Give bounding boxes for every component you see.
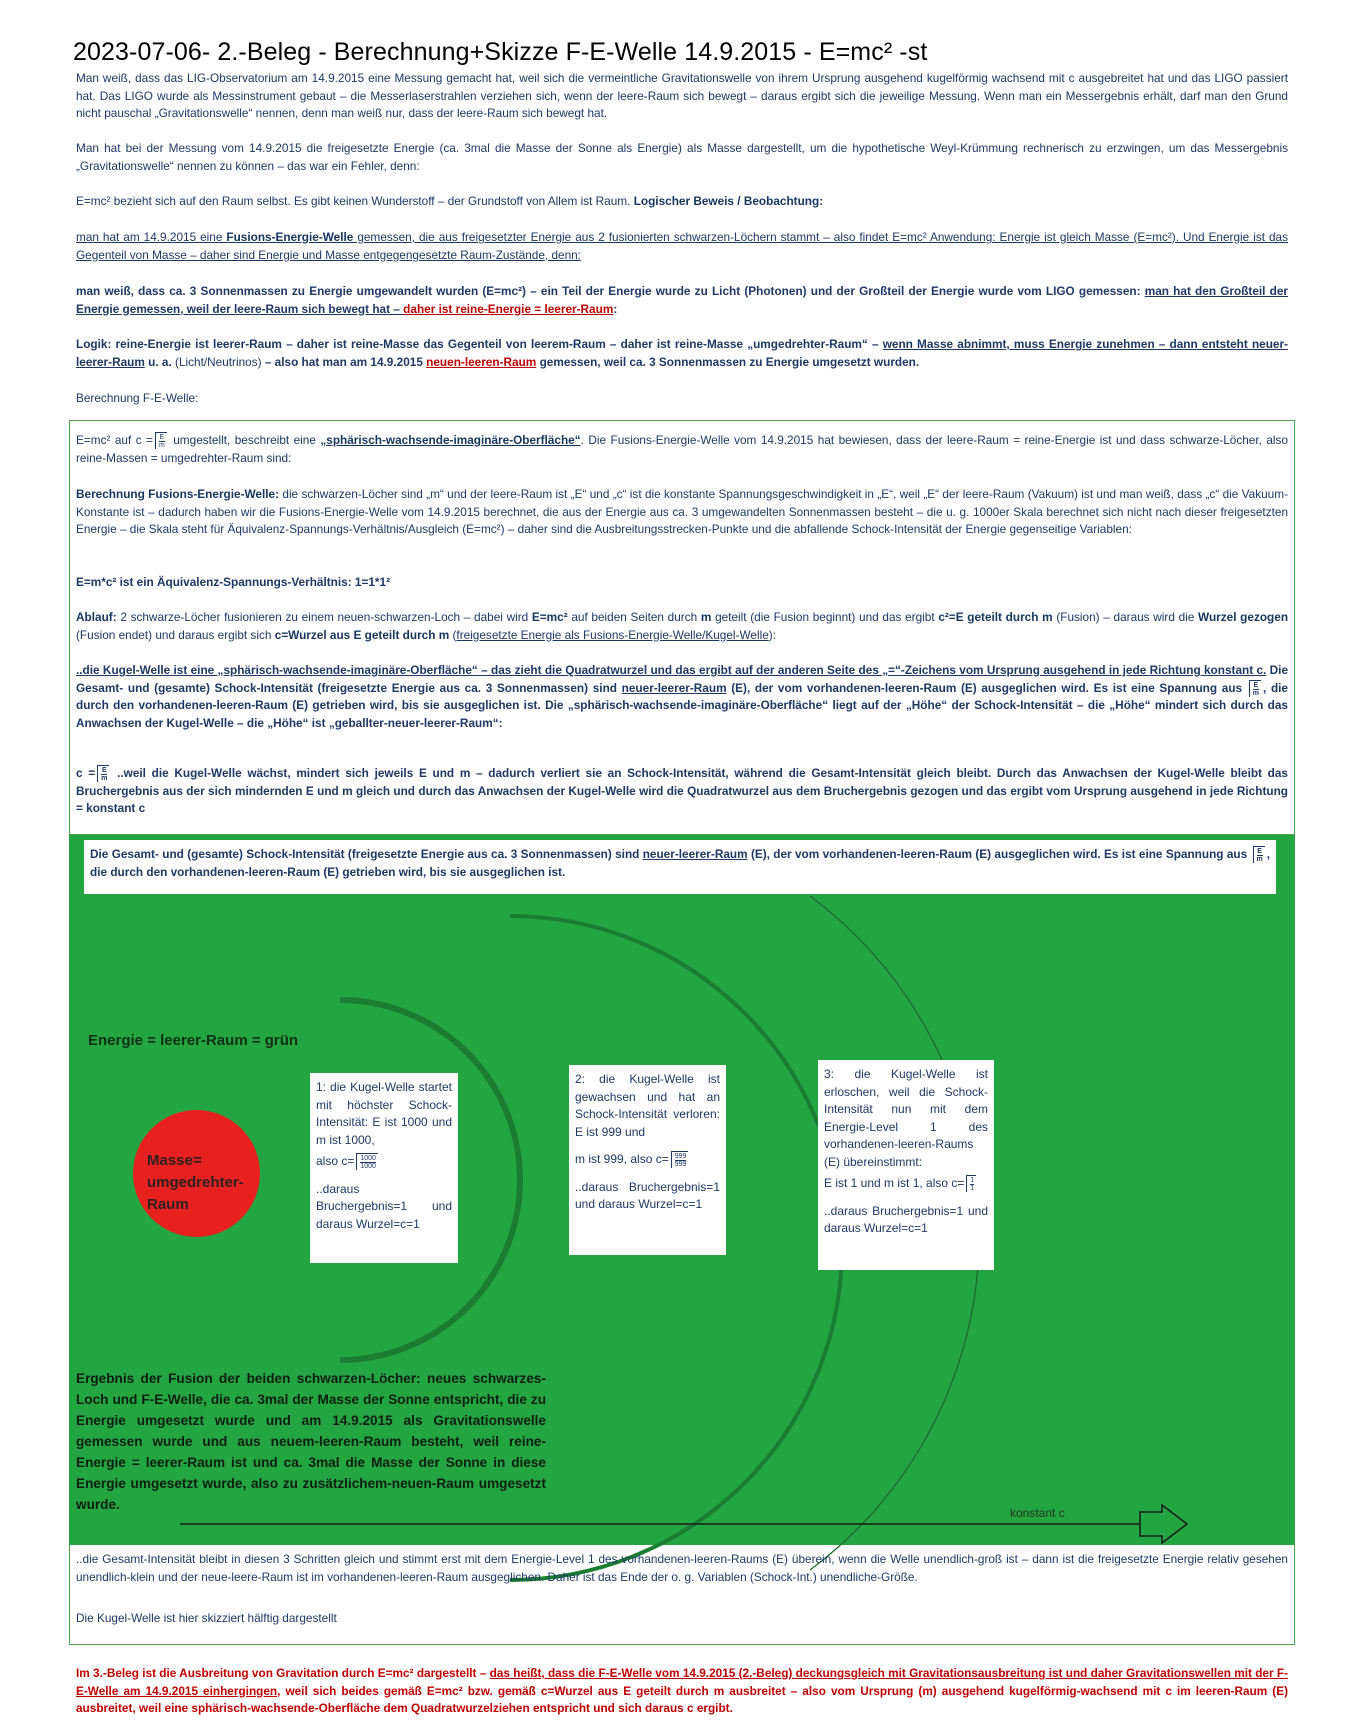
intro-paragraph-4: man hat am 14.9.2015 eine Fusions-Energie-Welle gemessen, die aus freigesetzter Energie aus 2 fusionierten schwarzen-Löchern stammt – also findet E=mc² Anwendung: Energie ist gleich Masse (E=mc²). Und Energie ist das Gegenteil von Masse – daher sind Energie und Masse entgegengesetzte Raum-Zustände, denn: (76, 230, 1288, 262)
step-box-3: 3: die Kugel-Welle ist erloschen, weil die Schock-Intensität nun mit dem Energie-Level 1 des vorhandenen-leeren-Raums (E) übereinstimmt: E ist 1 und m ist 1, also c= $\frac{1}{1}$ ..daraus Bruchergebnis=1 und daraus Wurzel=c=1 (818, 1060, 994, 1270)
fusion-result-text: Ergebnis der Fusion der beiden schwarzen-Löcher: neues schwarzes-Loch und F-E-Welle, die ca. 3mal der Masse der Sonne entspricht, die zu Energie umgesetzt wurde und am 14.9.2015 als Gravitationswelle gemessen wurde und aus neuem-leeren-Raum besteht, weil reine-Energie = leerer-Raum ist und ca. 3mal die Masse der Sonne in diese Energie umgesetzt wurde, also zu zusätzlichem-neuen-Raum umgesetzt wurde. (76, 1371, 546, 1512)
box1-paragraph-4: Ablauf: 2 schwarze-Löcher fusionieren zu einem neuen-schwarzen-Loch – dabei wird E=mc² auf beiden Seiten durch m geteilt (die Fusion beginnt) und das ergibt c²=E geteilt durch m (Fusion) – daraus wird die Wurzel gezogen (Fusion endet) und daraus ergibt sich c=Wurzel aus E geteilt durch m (freigesetzte Energie als Fusions-Energie-Welle/Kugel-Welle): (76, 610, 1289, 642)
box1-paragraph-5: ..die Kugel-Welle ist eine „sphärisch-wachsende-imaginäre-Oberfläche“ – das zieht die Quadratwurzel und das ergibt auf der anderen Seite des „=“-Zeichens vom Ursprung ausgehend in jede Richtung konstant c. Die Gesamt- und (gesamte) Schock-Intensität (freigesetzte Energie aus ca. 3 Sonnenmassen) sind neuer-leerer-Raum (E), der vom vorhandenen-leeren-Raum (E) ausgeglichen wird. Es ist eine Spannung aus $\frac{E}{m}$ , die durch den vorhandenen-leeren-Raum (E) getrieben wird, bis sie ausgeglichen ist. Die „sphärisch-wachsende-imaginäre-Oberfläche“ liegt auf der „Höhe“ der Schock-Intensität – die „Höhe“ mindert sich durch das Anwachsen der Kugel-Welle – die „Höhe“ ist „geballter-neuer-leerer-Raum“: (76, 663, 1289, 730)
mass-label: Masse= umgedrehter-Raum (147, 1152, 244, 1213)
intro-paragraph-5: man weiß, dass ca. 3 Sonnenmassen zu Energie umgewandelt wurden (E=mc²) – ein Teil der Energie wurde zu Licht (Photonen) und der Großteil der Energie wurde vom LIGO gemessen: man hat den Großteil der Energie gemessen, weil der leere-Raum sich bewegt hat – daher ist reine-Energie = leerer-Raum: (76, 284, 1288, 316)
intro-paragraph-6: Logik: reine-Energie ist leerer-Raum – daher ist reine-Masse das Gegenteil von leerem-Raum – daher ist reine-Masse „umgedrehter-Raum“ – wenn Masse abnimmt, muss Energie zunehmen – dann entsteht neuer-leerer-Raum u. a. (Licht/Neutrinos) – also hat man am 14.9.2015 neuen-leeren-Raum gemessen, weil ca. 3 Sonnenmassen zu Energie umgesetzt wurden. (76, 337, 1288, 369)
energy-label: Energie = leerer-Raum = grün (88, 1032, 299, 1049)
box1-paragraph-1: E=mc² auf c = $\frac{E}{m}$ umgestellt, beschreibt eine „sphärisch-wachsende-imaginäre-Oberfläche“. Die Fusions-Energie-Welle vom 14.9.2015 hat bewiesen, dass der leere-Raum = reine-Energie ist und dass schwarze-Löcher, also reine-Massen = umgedrehter-Raum sind: (76, 433, 1288, 465)
arrow-head-icon (1140, 1505, 1187, 1543)
step-box-2: 2: die Kugel-Welle ist gewachsen und hat an Schock-Intensität verloren: E ist 999 und m ist 999, also c= $\frac{999}{999}$ ..daraus Bruchergebnis=1 und daraus Wurzel=c=1 (569, 1065, 726, 1255)
footer-paragraph: Im 3.-Beleg ist die Ausbreitung von Gravitation durch E=mc² dargestellt – das heißt, dass die F-E-Welle vom 14.9.2015 (2.-Beleg) deckungsgleich mit Gravitationsausbreitung ist und daher Gravitationswellen mit der F-E-Welle am 14.9.2015 einhergingen, weil sich beides gemäß E=mc² bzw. gemäß c=Wurzel aus E geteilt durch m ausbreitet – also vom Ursprung (m) ausgehend kugelförmig-wachsend mit c im leeren-Raum (E) ausbreitet, weil eine sphärisch-wachsende-Oberfläche dem Quadratwurzelziehen entspricht und sich daraus c ergibt. (76, 1666, 1288, 1715)
step-box-1: 1: die Kugel-Welle startet mit höchster Schock-Intensität: E ist 1000 und m ist 1000, also c= $\frac{1000}{1000}$ ..daraus Bruchergebnis=1 und daraus Wurzel=c=1 (310, 1073, 458, 1263)
box1-paragraph-6: c = $\frac{E}{m}$ ..weil die Kugel-Welle wächst, mindert sich jeweils E und m – dadurch verliert sie an Schock-Intensität, während die Gesamt-Intensität gleich bleibt. Durch das Anwachsen der Kugel-Welle bleibt das Bruchergebnis aus der sich mindernden E und m gleich und durch das Anwachsen der Kugel-Welle wird die Quadratwurzel aus dem Bruchergebnis gezogen und das ergibt vom Ursprung ausgehend in jede Richtung = konstant c (76, 766, 1288, 815)
sqrt-fraction: $\frac{E}{m}$ (155, 432, 167, 449)
intro-paragraph-2: Man hat bei der Messung vom 14.9.2015 die freigesetzte Energie (ca. 3mal die Masse der Sonne als Energie) als Masse dargestellt, um die hypothetische Weyl-Krümmung rechnerisch zu erzwingen, um das Messergebnis „Gravitationswelle“ nennen zu können – das war ein Fehler, denn: (76, 141, 1288, 173)
box1-paragraph-3: E=m*c² ist ein Äquivalenz-Spannungs-Verhältnis: 1=1*1² (76, 575, 391, 589)
constant-c-label: konstant c (1010, 1506, 1065, 1520)
section-heading-berechnung: Berechnung F-E-Welle: (76, 391, 199, 405)
intro-paragraph-3: E=mc² bezieht sich auf den Raum selbst. Es gibt keinen Wunderstoff – der Grundstoff von Allem ist Raum. Logischer Beweis / Beobachtung: (76, 194, 824, 208)
box1-paragraph-2: Berechnung Fusions-Energie-Welle: die schwarzen-Löcher sind „m“ und der leere-Raum ist „E“ und „c“ ist die konstante Spannungsgeschwindigkeit in „E“, weil „E“ der leere-Raum (Vakuum) ist und man weiß, dass „c“ die Vakuum-Konstante ist – dadurch haben wir die Fusions-Energie-Welle vom 14.9.2015 berechnet, die aus der Energie aus ca. 3 umgewandelten Sonnenmassen besteht – die u. g. 1000er Skala berechnet sich nicht nach dieser freigesetzten Energie – die Skala steht für Äquivalenz-Spannungs-Verhältnis/Ausgleich (E=mc²) – daher sind die Ausbreitungsstrecken-Punkte und die abfallende Schock-Intensität der Energie gegenseitige Variablen: (76, 487, 1288, 536)
bottom-paragraph-1: ..die Gesamt-Intensität bleibt in diesen 3 Schritten gleich und stimmt erst mit dem Energie-Level 1 des vorhandenen-leeren-Raums (E) überein, wenn die Welle unendlich-groß ist – dann ist die freigesetzte Energie relativ gesehen unendlich-klein und der neue-leere-Raum ist im vorhandenen-leeren-Raum ausgeglichen. Daher ist das Ende der o. g. Variablen (Schock-Int.) unendliche-Größe. (76, 1552, 1288, 1584)
bottom-paragraph-2: Die Kugel-Welle ist hier skizziert hälftig dargestellt (76, 1611, 337, 1625)
page-title: 2023-07-06- 2.-Beleg - Berechnung+Skizze F-E-Welle 14.9.2015 - E=mc² -st (73, 38, 928, 66)
intro-paragraph-1: Man weiß, dass das LIG-Observatorium am 14.9.2015 eine Messung gemacht hat, weil sich die vermeintliche Gravitationswelle von ihrem Ursprung ausgehend kugelförmig wachsend mit c ausgebreitet hat und das LIGO passiert hat. Das LIGO wurde als Messinstrument gebaut – die Messerlaserstrahlen verziehen sich, wenn der leere-Raum sich bewegt – daraus ergibt sich die jeweilige Messung. Wenn man ein Messergebnis erhält, darf man den Grund nicht pauschal „Gravitationswelle“ nennen, denn man weiß nur, dass der leere-Raum sich bewegt hat. (76, 71, 1288, 120)
sketch-header-text: Die Gesamt- und (gesamte) Schock-Intensität (freigesetzte Energie aus ca. 3 Sonnenmassen) sind neuer-leerer-Raum (E), der vom vorhandenen-leeren-Raum (E) ausgeglichen wird. Es ist eine Spannung aus $\frac{E}{m}$ , die durch den vorhandenen-leeren-Raum (E) getrieben wird, bis sie ausgeglichen ist. (84, 840, 1276, 894)
